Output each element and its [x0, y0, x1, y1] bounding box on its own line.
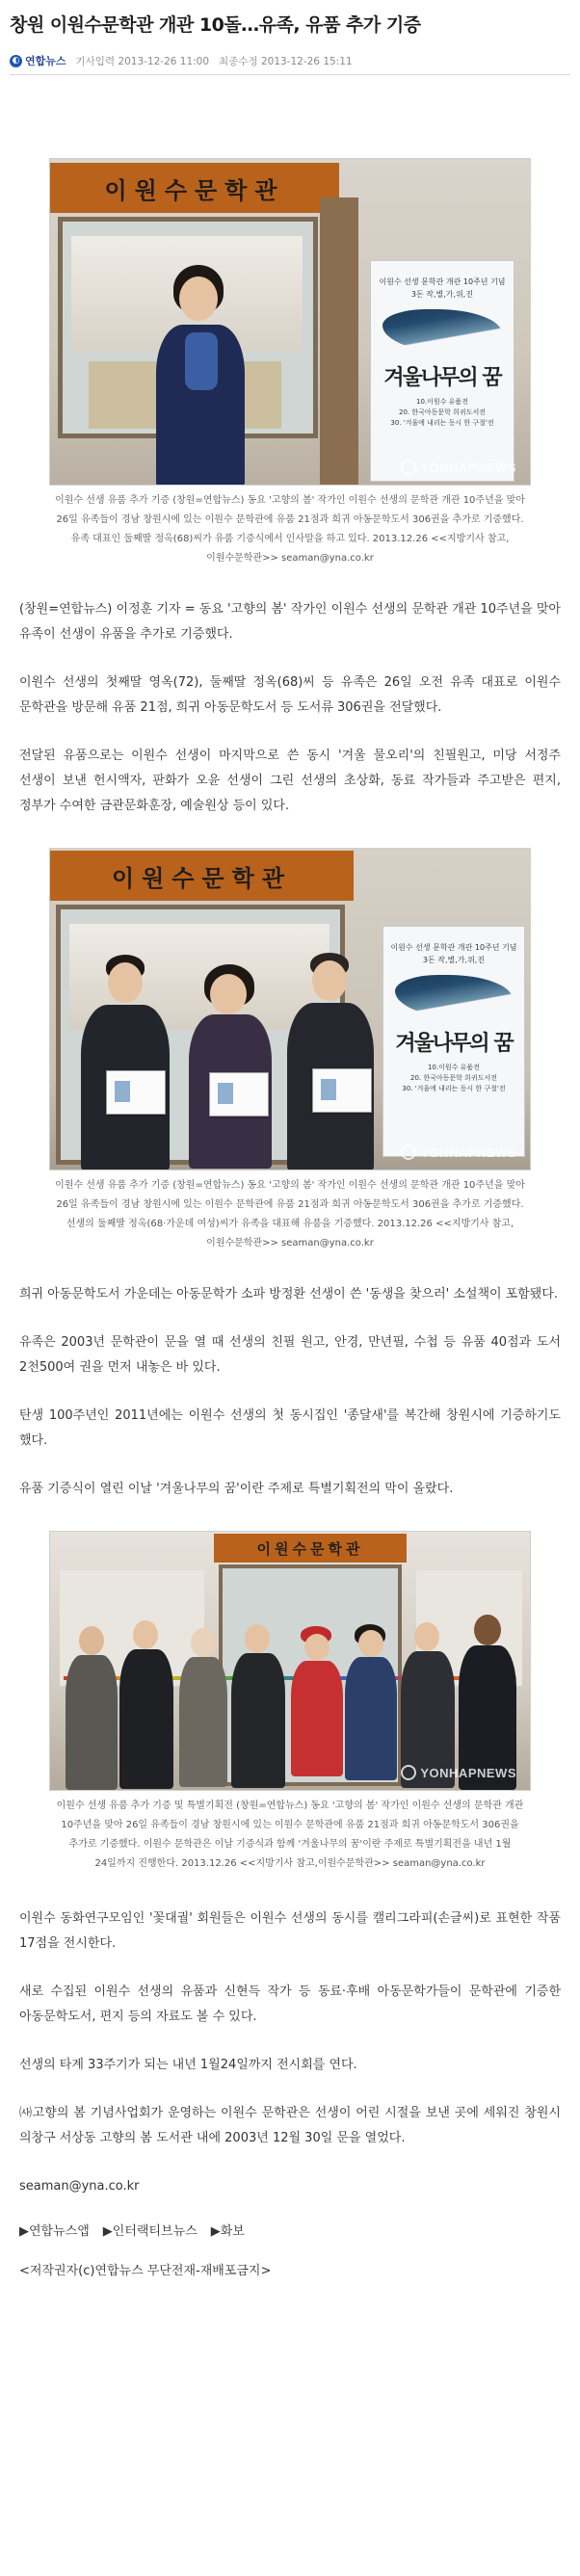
- paragraph: 유품 기증식이 열린 이날 '겨울나무의 꿈'이란 주제로 특별기획전의 막이 올랐다.: [19, 1482, 454, 1496]
- publisher[interactable]: [10, 53, 66, 68]
- link-photo-gallery[interactable]: ▶화보: [210, 2224, 245, 2239]
- paragraph: 유족은 2003년 문학관이 문을 열 때 선생의 친필 원고, 안경, 만년필, 수첩 등 유품 40점과 도서 2천500여 권을 먼저 내놓은 바 있다.: [19, 1335, 561, 1375]
- paragraph: (창원=연합뉴스) 이정훈 기자 = 동요 '고향의 봄' 작가인 이원수 선생의 문학관 개관 10주년을 맞아 유족이 선생이 유품을 추가로 기증했다.: [19, 602, 561, 642]
- article-meta: [10, 48, 570, 75]
- photo-1[interactable]: [49, 158, 531, 486]
- watermark: YONHAPNEWS: [401, 1144, 516, 1160]
- link-interactive-news[interactable]: ▶인터랙티브뉴스: [102, 2224, 198, 2239]
- photo-caption-2: 이원수 선생 유품 추가 기증 (창원=연합뉴스) 동요 '고향의 봄' 작가인 이원수 선생의 문학관 개관 10주년을 맞아 26일 유족들이 경남 창원시에 있는 이원수 문학관에 유품 21점과 희귀 아동문학도서 306권을 추가로 기증했다. 선생의 둘째딸 정옥(68·가운데 여성)씨가 유족을 대표해 유품을 기증했다. 2013.12.26 <<지방기사 참고,이원수문학관>> seaman@yna.co.kr: [55, 1180, 525, 1249]
- photo-3[interactable]: [49, 1531, 531, 1791]
- museum-sign: 이원수문학관: [214, 1534, 407, 1563]
- photo-figure-3: [49, 1531, 531, 1874]
- copyright-notice: <저작권자(c)연합뉴스 무단전재-재배포금지>: [19, 2264, 272, 2278]
- paragraph: 이원수 선생의 첫째딸 영옥(72), 둘째딸 정옥(68)씨 등 유족은 26일 오전 유족 대표로 이원수 문학관을 방문해 유품 21점, 희귀 아동문학도서 등 도서류 306권을 전달했다.: [19, 675, 561, 715]
- link-yonhap-app[interactable]: ▶연합뉴스앱: [19, 2224, 90, 2239]
- certificate: [106, 1070, 166, 1115]
- paragraph: 선생의 타계 33주기가 되는 내년 1월24일까지 전시회를 연다.: [19, 2058, 357, 2072]
- watermark: YONHAPNEWS: [401, 460, 516, 475]
- exhibition-banner-1: 이원수 선생 문학관 개관 10주년 기념 3돈 작,별,가,위,진 겨울나무의 꿈 10.이원수 유품전 20. 한국아동문학 희귀도서전 30. '겨울에 내리는 동시 한 구절'전: [370, 260, 514, 482]
- paragraph: 이원수 동화연구모임인 '꽃대궐' 회원들은 이원수 선생의 동시를 캘리그라피(손글씨)로 표현한 작품 17점을 전시한다.: [19, 1911, 561, 1951]
- certificate: [209, 1072, 269, 1117]
- watermark: YONHAPNEWS: [401, 1765, 516, 1780]
- paragraph: 탄생 100주년인 2011년에는 이원수 선생의 첫 동시집인 '종달새'를 복간해 창원시에 기증하기도 했다.: [19, 1408, 561, 1448]
- paragraph: 새로 수집된 이원수 선생의 유품과 신현득 작가 등 동료·후배 아동문학가들이 문학관에 기증한 아동문학도서, 편지 등의 자료도 볼 수 있다.: [19, 1985, 561, 2024]
- modified-time: 최종수정 2013-12-26 15:11: [219, 55, 353, 67]
- photo-2[interactable]: [49, 848, 531, 1170]
- yonhap-logo-icon: ◐: [10, 55, 22, 67]
- reporter-email: seaman@yna.co.kr: [19, 2179, 140, 2194]
- paragraph: 전달된 유품으로는 이원수 선생이 마지막으로 쓴 동시 '겨울 물오리'의 친필원고, 미당 서정주 선생이 보낸 헌시액자, 판화가 오윤 선생이 그린 선생의 초상화, 동료 작가들과 주고받은 편지, 정부가 수여한 금관문화훈장, 예술원상 등이 있다.: [19, 749, 561, 813]
- photo-figure-2: [49, 848, 531, 1253]
- article-headline: 창원 이원수문학관 개관 10돌…유족, 유품 추가 기증: [10, 14, 421, 36]
- exhibition-banner-2: 이원수 선생 문학관 개관 10주년 기념 3돈 작,별,가,위,진 겨울나무의 꿈 10.이원수 유품전 20. 한국아동문학 희귀도서전 30. '겨울에 내리는 동시 한 구절'전: [382, 926, 525, 1157]
- paragraph: 희귀 아동문학도서 가운데는 아동문학가 소파 방정환 선생이 쓴 '동생을 찾으러' 소설책이 포함됐다.: [19, 1287, 559, 1301]
- photo-caption-3: 이원수 선생 유품 추가 기증 및 특별기획전 (창원=연합뉴스) 동요 '고향의 봄' 작가인 이원수 선생의 문학관 개관 10주년을 맞아 26일 유족들이 경남 창원시에 있는 이원수 문학관에 유품 21점과 희귀 아동문학도서 306권을 추가로 기증했다. 이원수 문학관은 이날 기증식과 함께 '겨울나무의 꿈'이란 주제로 특별기획전을 내년 1월 24일까지 진행한다. 2013.12.26 <<지방기사 참고,이원수문학관>> seaman@yna.co.kr: [56, 1801, 524, 1869]
- related-links: [10, 2221, 570, 2239]
- paragraph: ㈔고향의 봄 기념사업회가 운영하는 이원수 문학관은 선생이 어린 시절을 보낸 곳에 세워진 창원시 의창구 서상동 고향의 봄 도서관 내에 2003년 12월 30일 문을 열었다.: [19, 2106, 561, 2145]
- museum-sign: 이원수문학관: [50, 851, 354, 901]
- photo-caption-1: 이원수 선생 유품 추가 기증 (창원=연합뉴스) 동요 '고향의 봄' 작가인 이원수 선생의 문학관 개관 10주년을 맞아 26일 유족들이 경남 창원시에 있는 이원수 문학관에 유품 21점과 희귀 아동문학도서 306권을 추가로 기증했다. 유족 대표인 둘째딸 정옥(68)씨가 유품 기증식에서 인사말을 하고 있다. 2013.12.26 <<지방기사 참고,이원수문학관>> seaman@yna.co.kr: [55, 495, 525, 564]
- museum-sign: 이원수문학관: [50, 163, 339, 213]
- publisher-name: 연합뉴스: [25, 55, 66, 67]
- certificate: [312, 1068, 372, 1113]
- posted-time: 기사입력 2013-12-26 11:00: [75, 55, 210, 67]
- photo-figure-1: [49, 158, 531, 568]
